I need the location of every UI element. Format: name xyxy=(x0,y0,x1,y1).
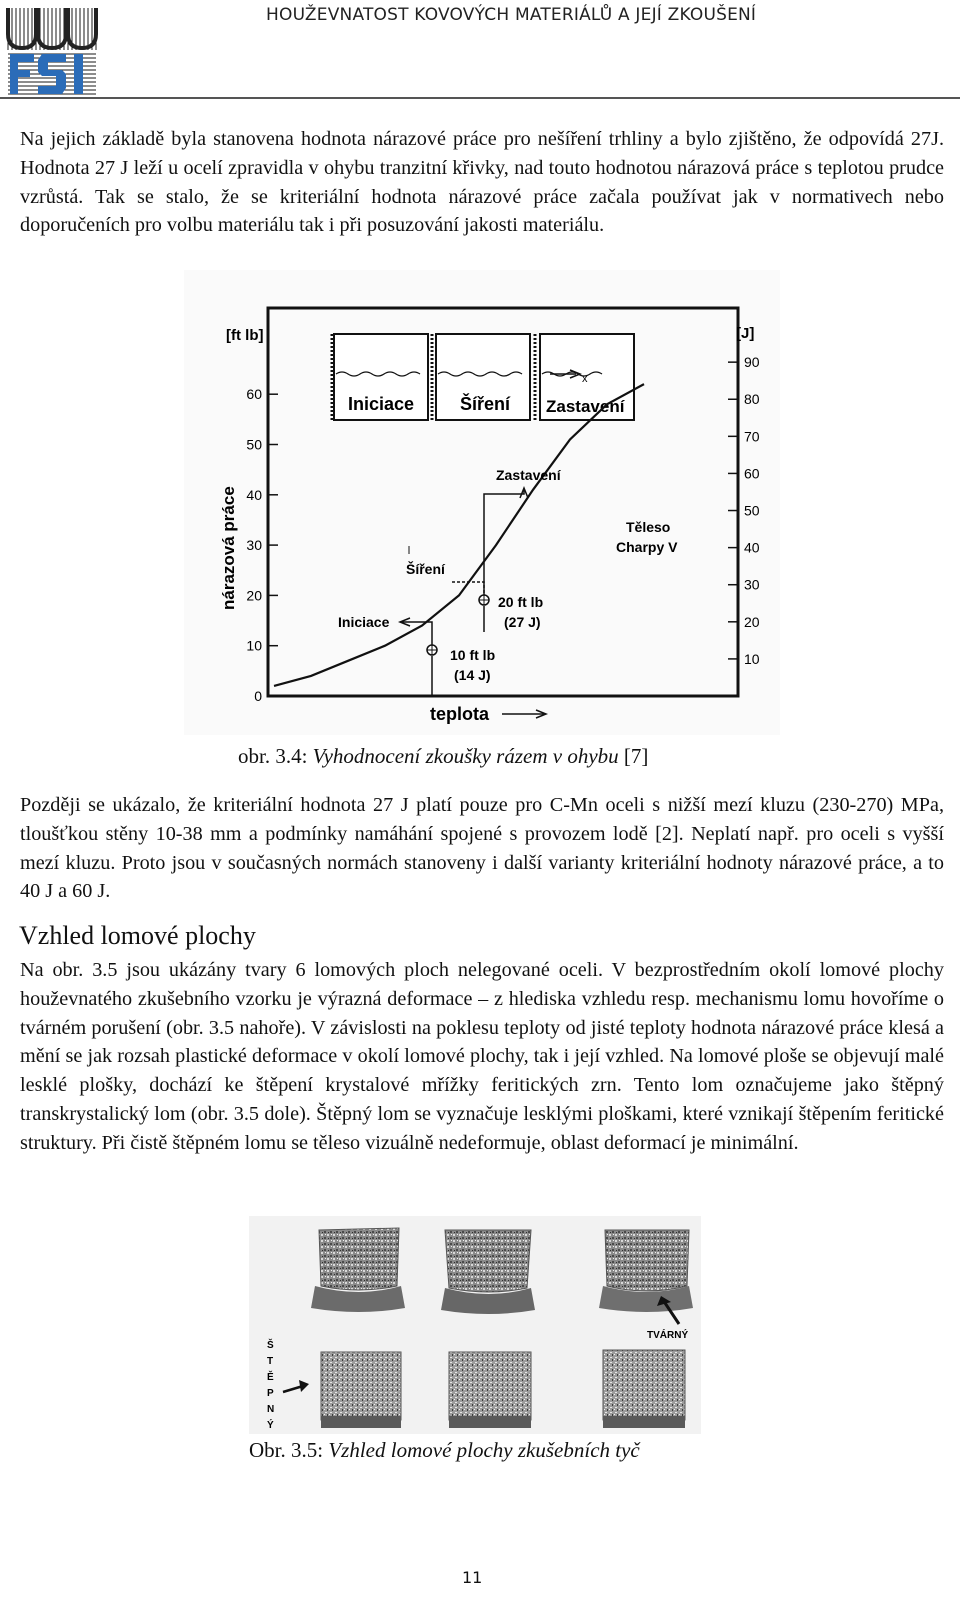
label-tvarny: TVÁRNÝ xyxy=(647,1330,689,1341)
logo-lattice xyxy=(8,8,96,50)
left-unit-label: [ft lb] xyxy=(226,327,264,344)
page-number: 11 xyxy=(462,1568,483,1587)
annot-iniciace: Iniciace xyxy=(338,614,390,630)
right-tick-label: 50 xyxy=(744,502,760,519)
point1-label-b: (14 J) xyxy=(454,667,491,683)
figure1-caption-text: Vyhodnocení zkoušky rázem v ohybu xyxy=(312,744,619,768)
annot-zastaveni: Zastavení xyxy=(496,467,561,483)
brittle-specimens xyxy=(321,1350,685,1428)
left-tick-label: 20 xyxy=(246,587,262,604)
right-tick-label: 80 xyxy=(744,391,760,408)
panel-label-sireni: Šíření xyxy=(460,394,511,414)
right-tick-label: 70 xyxy=(744,428,760,445)
fsi-logo xyxy=(6,4,100,96)
fracture-photo-svg xyxy=(249,1216,701,1434)
right-tick-label: 10 xyxy=(744,650,760,667)
left-tick-label: 40 xyxy=(246,486,262,503)
impact-chart-svg xyxy=(184,270,780,735)
left-tick-label: 50 xyxy=(246,436,262,453)
point1-label-a: 10 ft lb xyxy=(450,647,496,663)
right-unit-label: [J] xyxy=(736,325,755,342)
left-tick-label: 10 xyxy=(246,637,262,654)
section-heading: Vzhled lomové plochy xyxy=(19,921,256,950)
left-tick-label: 30 xyxy=(246,537,262,554)
paragraph-intro: Na jejich základě byla stanovena hodnota nárazové práce pro nešíření trhliny a bylo zjištěno, že odpovídá 27J. Hodnota 27 J leží u ocelí zpravidla v ohybu tranzitní křivky, nad touto hodnotou nárazová práce s teplotou prudce vzrůstá. Tak se stalo, že se kriteriální hodnota nárazové práce začala používat jak v normativech nebo doporučeních pro volbu materiálu tak i při posuzování jakosti materiálu. xyxy=(20,128,944,237)
ductile-specimens xyxy=(311,1228,693,1314)
panel-x-marker: x xyxy=(582,373,588,385)
annot-teleso-line2: Charpy V xyxy=(616,539,678,555)
paragraph-fracture: Na obr. 3.5 jsou ukázány tvary 6 lomových ploch nelegované oceli. V bezprostředním okolí lomové plochy houževnatého zkušebního vzorku je výrazná deformace – z hlediska vzhledu resp. mechanismu lomu hovoříme o tvárném porušení (obr. 3.5 nahoře). V závislosti na poklesu teploty od jisté teploty hodnota nárazové práce klesá a mění se jak rozsah plastické deformace v okolí lomové plochy, tak i její vzhled. Na lomové ploše se objevují malé lesklé plošky, dochází ke štěpení krystalové mřížky feritických zrn. Tento lom označujeme jako štěpný transkrystalický lom (obr. 3.5 dole). Štěpný lom se vyznačuje lesklými ploškami, které vznikají štěpením feritické struktury. Při čistě štěpném lomu se těleso vizuálně nedeformuje, oblast deformací je minimální. xyxy=(20,959,944,1154)
right-tick-label: 90 xyxy=(744,354,760,371)
panel-label-zastaveni: Zastavení xyxy=(546,397,625,416)
stepny-letter-1: Š xyxy=(267,1340,274,1351)
figure1-caption-ref: [7] xyxy=(618,744,649,768)
right-tick-label: 20 xyxy=(744,613,760,630)
annot-teleso-line1: Těleso xyxy=(626,519,671,535)
point2-label-a: 20 ft lb xyxy=(498,594,544,610)
figure2-caption xyxy=(249,1438,640,1463)
panel-label-iniciace: Iniciace xyxy=(348,394,415,414)
right-tick-label: 40 xyxy=(744,539,760,556)
header-divider xyxy=(0,97,960,99)
figure2-caption-text: Vzhled lomové plochy zkušebních tyč xyxy=(328,1438,640,1462)
annot-sireni: Šíření xyxy=(406,561,445,577)
y-axis-label: nárazová práce xyxy=(219,486,238,610)
page-header xyxy=(0,0,960,100)
figure-impact-chart xyxy=(184,270,780,735)
stepny-letter-2: T xyxy=(267,1356,274,1367)
x-axis-label: teplota xyxy=(430,704,490,724)
stepny-letter-3: Ě xyxy=(267,1372,274,1383)
right-tick-label: 60 xyxy=(744,465,760,482)
figure1-caption xyxy=(238,744,648,769)
figure1-caption-label: obr. 3.4: xyxy=(238,744,313,768)
left-tick-label: 0 xyxy=(254,688,262,704)
left-tick-label: 60 xyxy=(246,386,262,403)
right-tick-label: 30 xyxy=(744,576,760,593)
figure2-caption-label: Obr. 3.5: xyxy=(249,1438,329,1462)
figure-fracture-photo xyxy=(249,1216,701,1434)
stepny-letter-6: Ý xyxy=(267,1420,274,1431)
paragraph-criteria: Později se ukázalo, že kriteriální hodnota 27 J platí pouze pro C-Mn oceli s nižší mezí kluzu (230-270) MPa, tloušťkou stěny 10-38 mm a podmínky namáhání spojené s provozem lodě [2]. Neplatí např. pro oceli s vyšší mezí kluzu. Proto jsou v současných normách stanoveny i další varianty kriteriální hodnoty nárazové práce, a to 40 J a 60 J. xyxy=(20,794,944,903)
stepny-letter-5: N xyxy=(267,1404,275,1415)
stepny-letter-4: P xyxy=(267,1388,274,1399)
running-title: HOUŽEVNATOST KOVOVÝCH MATERIÁLŮ A JEJÍ ZKOUŠENÍ xyxy=(266,5,757,25)
point2-label-b: (27 J) xyxy=(504,614,541,630)
